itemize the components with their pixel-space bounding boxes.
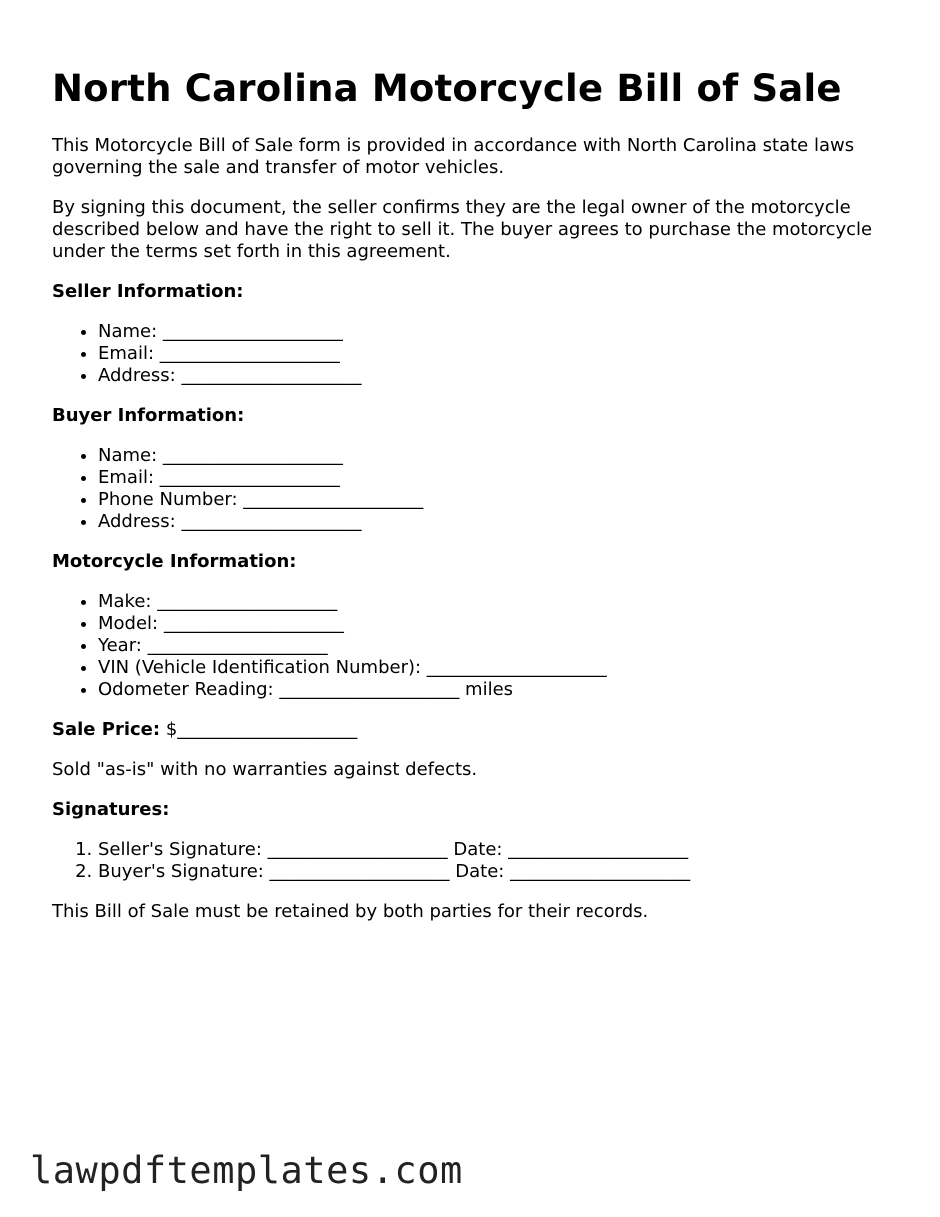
seller-heading: Seller Information:: [52, 281, 244, 302]
document-title: North Carolina Motorcycle Bill of Sale: [52, 67, 842, 110]
signatures-list: [52, 839, 902, 883]
sale-price-line: [52, 719, 902, 741]
buyer-heading: Buyer Information:: [52, 405, 245, 426]
seller-address-field: • Address: ____________________: [98, 365, 902, 387]
motorcycle-make-field: • Make: ____________________: [98, 591, 902, 613]
buyer-address-field: • Address: ____________________: [98, 511, 902, 533]
buyer-list: [52, 445, 902, 533]
motorcycle-vin-field: • VIN (Vehicle Identification Number): ____________________: [98, 657, 902, 679]
motorcycle-year-field: • Year: ____________________: [98, 635, 902, 657]
motorcycle-odometer-field: • Odometer Reading: ____________________ miles: [98, 679, 902, 701]
sale-price-value: $____________________: [165, 719, 358, 740]
seller-list: [52, 321, 902, 387]
watermark-logo: lawpdftemplates.com: [30, 1149, 463, 1192]
buyer-email-field: • Email: ____________________: [98, 467, 902, 489]
buyer-signature-line: 2. Buyer's Signature: ____________________ Date: ____________________: [98, 861, 902, 883]
document-page: [52, 64, 902, 941]
seller-signature-line: 1. Seller's Signature: ____________________ Date: ____________________: [98, 839, 902, 861]
closing-statement: This Bill of Sale must be retained by both parties for their records.: [52, 901, 649, 922]
seller-email-field: • Email: ____________________: [98, 343, 902, 365]
intro-paragraph-1: This Motorcycle Bill of Sale form is provided in accordance with North Carolina state laws governing the sale and transfer of motor vehicles.: [52, 135, 855, 178]
motorcycle-heading: Motorcycle Information:: [52, 551, 297, 572]
sale-price-label: Sale Price:: [52, 719, 161, 740]
signatures-heading: Signatures:: [52, 799, 170, 820]
buyer-phone-field: • Phone Number: ____________________: [98, 489, 902, 511]
as-is-statement: Sold "as-is" with no warranties against defects.: [52, 759, 478, 780]
buyer-name-field: • Name: ____________________: [98, 445, 902, 467]
intro-paragraph-2: By signing this document, the seller confirms they are the legal owner of the motorcycle described below and have the right to sell it. The buyer agrees to purchase the motorcycle under the terms set forth in this agreement.: [52, 197, 873, 262]
motorcycle-list: [52, 591, 902, 701]
seller-name-field: • Name: ____________________: [98, 321, 902, 343]
motorcycle-model-field: • Model: ____________________: [98, 613, 902, 635]
